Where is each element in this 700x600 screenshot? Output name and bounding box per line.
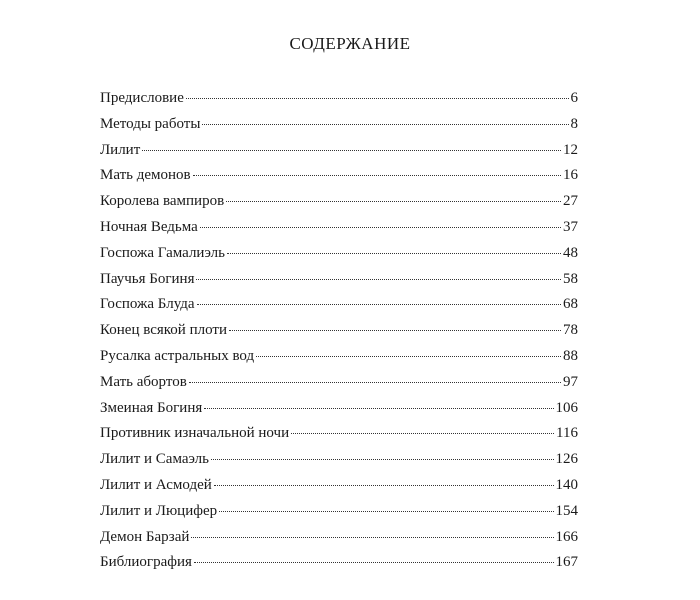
toc-entry-label: Лилит и Люцифер (100, 502, 218, 519)
toc-entry-label: Госпожа Гамалиэль (100, 244, 225, 261)
toc-entry-page: 116 (556, 425, 578, 442)
toc-entry-page: 16 (563, 167, 578, 184)
toc-entry-page: 140 (555, 476, 578, 493)
toc-entry-page: 106 (555, 399, 578, 416)
toc-entry-page: 166 (555, 528, 578, 545)
toc-entry (100, 344, 578, 370)
toc-entry (100, 421, 578, 447)
dot-leader (197, 303, 561, 305)
toc-entry (100, 267, 578, 293)
dot-leader (214, 484, 554, 486)
toc-list (100, 86, 578, 576)
toc-entry (100, 473, 578, 499)
dot-leader (256, 355, 561, 357)
dot-leader (219, 510, 553, 512)
toc-entry (100, 499, 578, 525)
toc-entry (100, 86, 578, 112)
dot-leader (200, 226, 561, 228)
toc-entry-page: 97 (563, 373, 578, 390)
toc-entry (100, 241, 578, 267)
toc-entry-label: Лилит и Асмодей (100, 476, 212, 493)
toc-entry (100, 138, 578, 164)
toc-entry-page: 8 (570, 115, 578, 132)
dot-leader (142, 149, 561, 151)
toc-entry (100, 292, 578, 318)
toc-entry (100, 550, 578, 576)
toc-entry-label: Госпожа Блуда (100, 296, 195, 313)
toc-entry-page: 68 (563, 296, 578, 313)
toc-entry-page: 88 (563, 347, 578, 364)
toc-entry-label: Паучья Богиня (100, 270, 195, 287)
dot-leader (202, 123, 568, 125)
dot-leader (204, 407, 553, 409)
toc-entry-page: 58 (563, 270, 578, 287)
dot-leader (226, 200, 561, 202)
toc-entry-page: 37 (563, 218, 578, 235)
toc-entry-label: Королева вампиров (100, 193, 225, 210)
toc-entry (100, 318, 578, 344)
toc-entry-label: Лилит и Самаэль (100, 451, 209, 468)
toc-entry (100, 525, 578, 551)
toc-entry-label: Русалка астральных вод (100, 347, 255, 364)
toc-entry-page: 167 (555, 554, 578, 571)
toc-entry-label: Ночная Ведьма (100, 218, 198, 235)
dot-leader (191, 536, 553, 538)
toc-entry (100, 215, 578, 241)
toc-entry-page: 154 (555, 502, 578, 519)
toc-entry-label: Предисловие (100, 90, 184, 106)
toc-entry-page: 126 (555, 451, 578, 468)
dot-leader (186, 97, 569, 99)
toc-entry-label: Змеиная Богиня (100, 399, 203, 416)
toc-entry-label: Мать демонов (100, 167, 191, 184)
toc-entry (100, 396, 578, 422)
toc-entry (100, 163, 578, 189)
toc-title: СОДЕРЖАНИЕ (289, 34, 411, 53)
toc-entry-page: 78 (563, 322, 578, 339)
toc-entry-page: 48 (563, 244, 578, 261)
dot-leader (194, 561, 554, 563)
dot-leader (291, 432, 554, 434)
toc-entry-label: Противник изначальной ночи (100, 425, 290, 442)
dot-leader (211, 458, 554, 460)
toc-entry-label: Библиография (100, 554, 192, 571)
dot-leader (193, 174, 561, 176)
toc-entry-page: 27 (563, 193, 578, 210)
toc-entry-page: 6 (570, 90, 578, 106)
toc-entry (100, 189, 578, 215)
toc-entry-label: Лилит (100, 141, 141, 158)
toc-entry-label: Конец всякой плоти (100, 322, 227, 339)
dot-leader (227, 252, 561, 254)
toc-entry (100, 112, 578, 138)
dot-leader (189, 381, 561, 383)
toc-entry (100, 447, 578, 473)
dot-leader (229, 329, 561, 331)
toc-entry-label: Методы работы (100, 115, 201, 132)
toc-entry (100, 370, 578, 396)
toc-entry-label: Мать абортов (100, 373, 187, 390)
toc-entry-page: 12 (563, 141, 578, 158)
dot-leader (196, 278, 561, 280)
toc-entry-label: Демон Барзай (100, 528, 190, 545)
